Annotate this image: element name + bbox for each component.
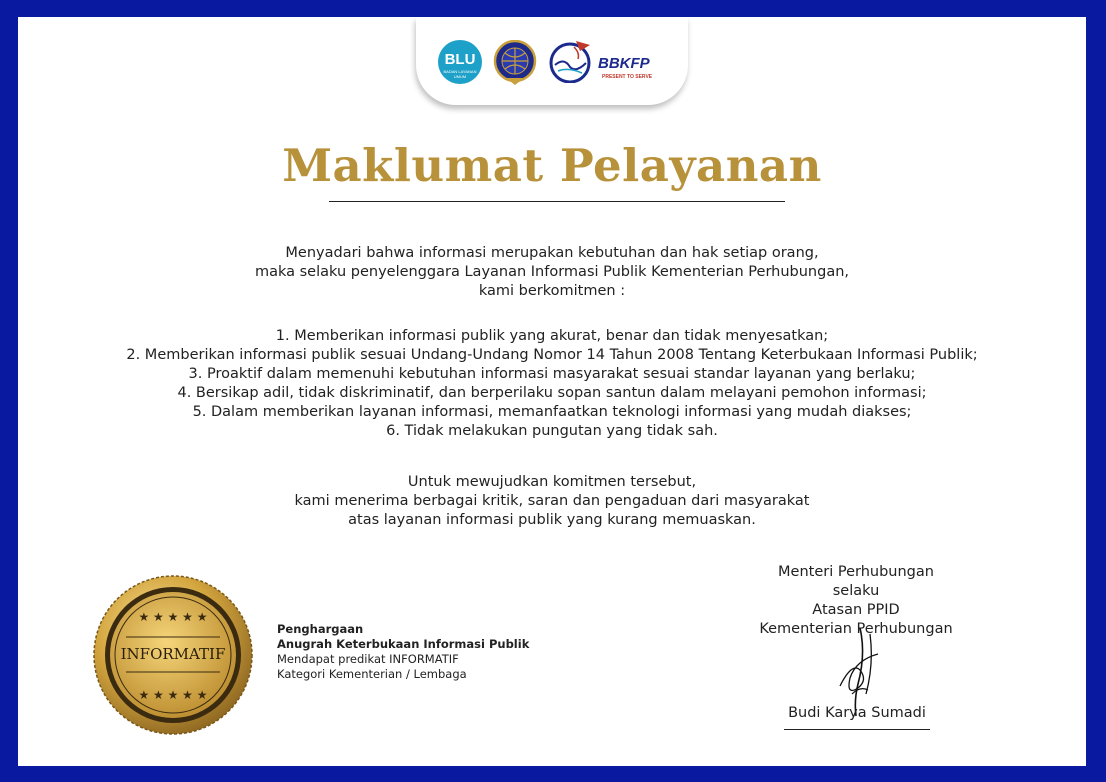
svg-text:★ ★ ★ ★ ★: ★ ★ ★ ★ ★ xyxy=(138,688,208,702)
commitment-list xyxy=(18,327,1086,441)
intro-line: Menyadari bahwa informasi merupakan kebutuhan dan hak setiap orang, xyxy=(285,245,819,261)
signatory-line: Atasan PPID xyxy=(812,602,900,618)
signatory-line: selaku xyxy=(832,583,880,599)
award-category: Kategori Kementerian / Lembaga xyxy=(277,667,467,681)
commitment-item: 6. Tidak melakukan pungutan yang tidak sah. xyxy=(386,423,718,439)
closing-line: kami menerima berbagai kritik, saran dan pengaduan dari masyarakat xyxy=(294,493,810,509)
signatory-name: Budi Karya Sumadi xyxy=(788,705,926,721)
page-title: Maklumat Pelayanan xyxy=(282,139,822,192)
blu-logo xyxy=(438,40,482,84)
commitment-item: 2. Memberikan informasi publik sesuai Undang-Undang Nomor 14 Tahun 2008 Tentang Keterbukaan Informasi Publik; xyxy=(126,347,978,363)
blu-logo-text: BLU xyxy=(444,51,476,68)
closing-line: atas layanan informasi publik yang kurang memuaskan. xyxy=(348,512,756,528)
seal-label: INFORMATIF xyxy=(120,645,226,663)
commitment-item: 1. Memberikan informasi publik yang akurat, benar dan tidak menyesatkan; xyxy=(275,328,829,344)
intro-line: maka selaku penyelenggara Layanan Informasi Publik Kementerian Perhubungan, xyxy=(254,264,850,280)
logo-header xyxy=(416,17,688,105)
commitment-item: 5. Dalam memberikan layanan informasi, memanfaatkan teknologi informasi yang mudah diakses; xyxy=(192,404,912,420)
award-info xyxy=(277,622,529,682)
bbkfp-tagline: PRESENT TO SERVE xyxy=(602,74,653,80)
signatory-underline xyxy=(784,729,930,730)
bbkfp-logo-text: BBKFP xyxy=(598,55,650,72)
intro-paragraph xyxy=(18,244,1086,301)
title-underline xyxy=(329,201,785,202)
closing-line: Untuk mewujudkan komitmen tersebut, xyxy=(407,474,697,490)
signatory-line: Menteri Perhubungan xyxy=(778,564,934,580)
commitment-item: 3. Proaktif dalam memenuhi kebutuhan informasi masyarakat sesuai standar layanan yang berlaku; xyxy=(188,366,916,382)
document-page xyxy=(18,17,1086,766)
bbkfp-globe-icon xyxy=(546,39,594,83)
commitment-item: 4. Bersikap adil, tidak diskriminatif, dan berperilaku sopan santun dalam melayani pemohon informasi; xyxy=(177,385,927,401)
kemenhub-emblem-icon xyxy=(492,40,538,91)
signatory-line: Kementerian Perhubungan xyxy=(759,621,953,637)
informatif-seal xyxy=(92,574,254,736)
blu-logo-subtext: BADAN LAYANAN UMUM xyxy=(443,69,477,79)
closing-paragraph xyxy=(18,473,1086,530)
award-name: Anugrah Keterbukaan Informasi Publik xyxy=(277,637,530,651)
intro-line: kami berkomitmen : xyxy=(478,283,626,299)
award-predicate: Mendapat predikat INFORMATIF xyxy=(277,652,459,666)
award-title: Penghargaan xyxy=(277,622,364,636)
svg-text:★ ★ ★ ★ ★: ★ ★ ★ ★ ★ xyxy=(138,610,208,624)
